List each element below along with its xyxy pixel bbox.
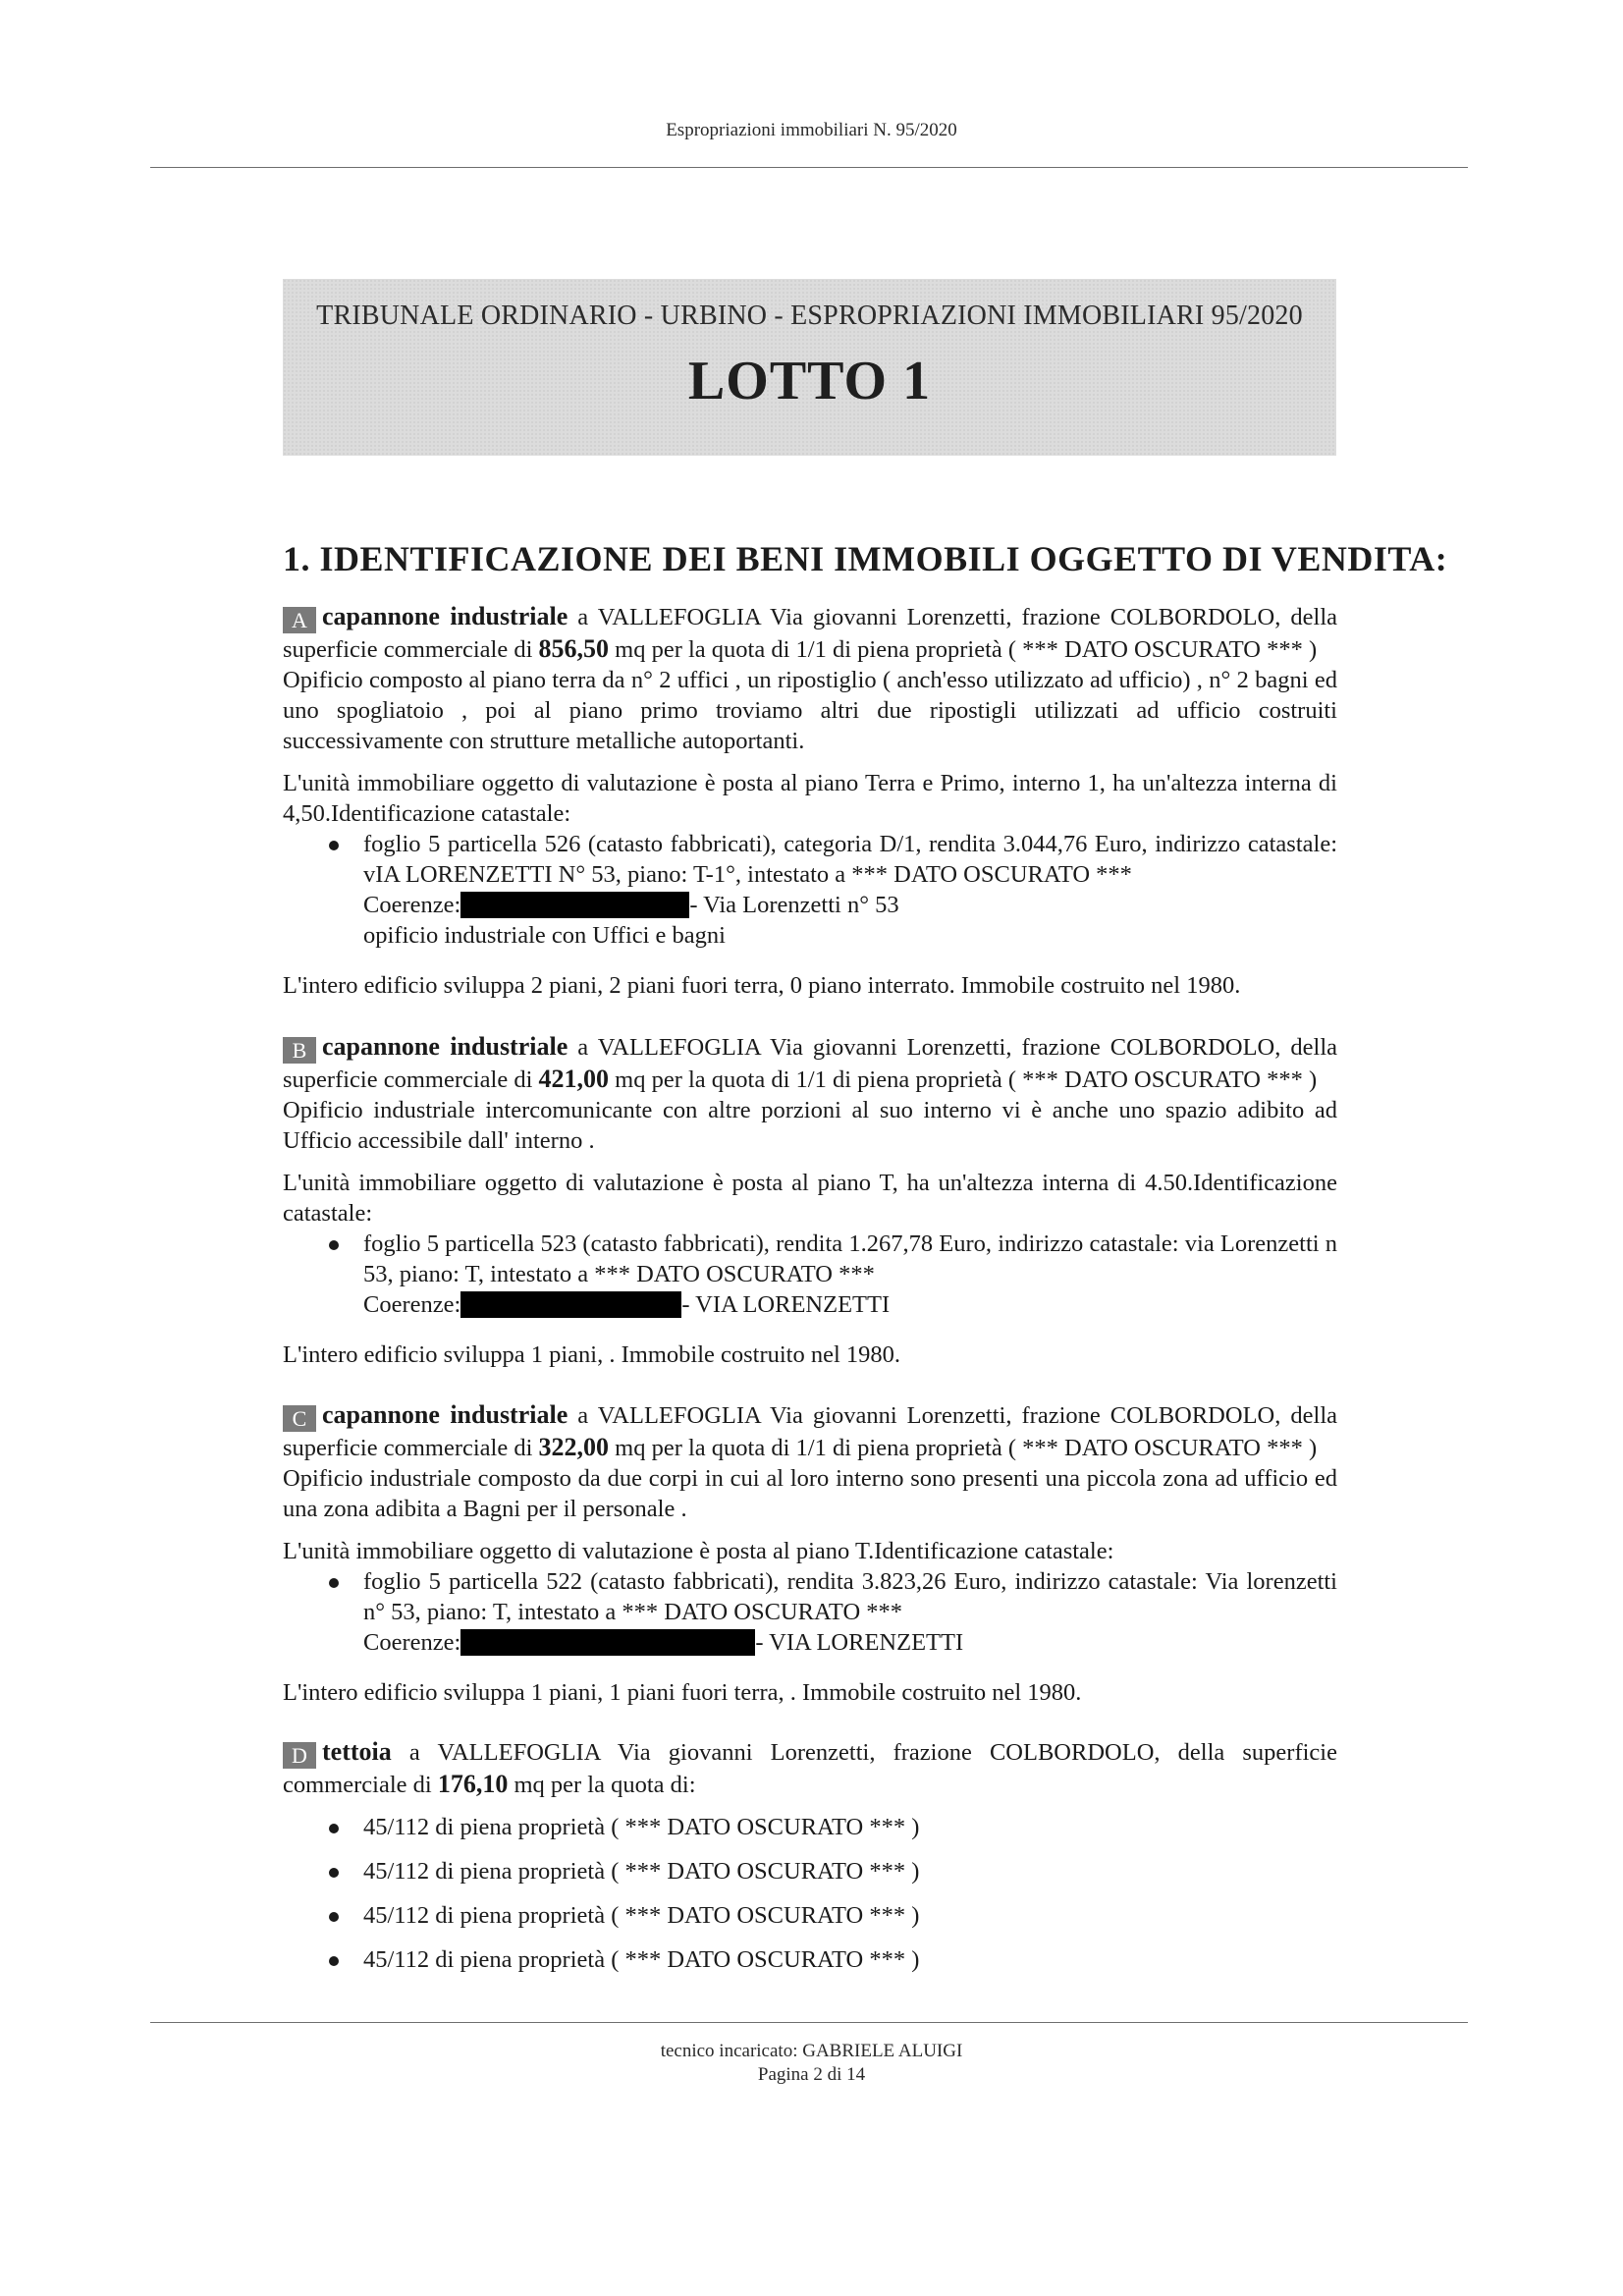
bullet-icon <box>329 1240 339 1250</box>
item-description: Opificio industriale composto da due corpi in cui al loro interno sono presenti una piccola zona ad ufficio ed una zona adibita a Bagni per il personale . <box>283 1465 1337 1522</box>
item-description: Opificio composto al piano terra da n° 2 uffici , un ripostiglio ( anch'esso utilizzato ad ufficio) , n° 2 bagni ed uno spogliatoio , poi al piano primo troviamo altri due ripostigli utilizzati ad ufficio costruiti successivamente con strutture metalliche autoportanti. <box>283 667 1337 754</box>
coerenze-label: Coerenze: <box>363 1291 461 1318</box>
footer-technician: tecnico incaricato: GABRIELE ALUIGI <box>660 2041 963 2061</box>
property-type: capannone industriale <box>322 1032 568 1061</box>
bullet-icon <box>329 1824 339 1833</box>
quota-entry: 45/112 di piena proprietà ( *** DATO OSCURATO *** ) <box>283 1900 1337 1931</box>
coerenze-label: Coerenze: <box>363 1629 461 1656</box>
section-heading: 1. IDENTIFICAZIONE DEI BENI IMMOBILI OGGETTO DI VENDITA: <box>283 539 1448 578</box>
item-intro <box>283 1399 1337 1463</box>
unit-info: L'unità immobiliare oggetto di valutazione è posta al piano T, ha un'altezza interna di 4.50.Identificazione catastale: <box>283 1170 1337 1227</box>
footer-rule <box>150 2022 1468 2023</box>
property-item-b <box>283 1031 1337 1370</box>
running-header: Espropriazioni immobiliari N. 95/2020 <box>666 120 957 140</box>
redaction-bar <box>460 892 689 918</box>
location-text: a VALLEFOGLIA Via giovanni Lorenzetti, frazione COLBORDOLO, della superficie commerciale di <box>283 604 1337 663</box>
bullet-icon <box>329 1956 339 1966</box>
ownership-text: mq per la quota di 1/1 di piena proprietà ( *** DATO OSCURATO *** ) <box>609 1435 1318 1461</box>
building-info: L'intero edificio sviluppa 1 piani, . Immobile costruito nel 1980. <box>283 1341 901 1368</box>
redaction-bar <box>460 1629 755 1656</box>
commercial-area: 421,00 <box>538 1065 610 1093</box>
lot-title: LOTTO 1 <box>687 351 932 411</box>
item-intro <box>283 1031 1337 1095</box>
coerenze-value: - VIA LORENZETTI <box>681 1291 891 1318</box>
location-text: a VALLEFOGLIA Via giovanni Lorenzetti, frazione COLBORDOLO, della superficie commerciale di <box>283 1402 1337 1461</box>
title-box <box>283 279 1336 456</box>
cadastral-list <box>283 829 1337 890</box>
bullet-icon <box>329 1912 339 1922</box>
property-type: capannone industriale <box>322 1400 568 1429</box>
cadastral-list <box>283 1229 1337 1289</box>
item-intro <box>283 601 1337 665</box>
property-item-a <box>283 601 1337 1001</box>
cadastral-entry: foglio 5 particella 526 (catasto fabbricati), categoria D/1, rendita 3.044,76 Euro, indirizzo catastale: vIA LORENZETTI N° 53, piano: T-1°, intestato a *** DATO OSCURATO *** <box>283 829 1337 890</box>
cadastral-entry: foglio 5 particella 523 (catasto fabbricati), rendita 1.267,78 Euro, indirizzo catastale: via Lorenzetti n 53, piano: T, intestato a *** DATO OSCURATO *** <box>283 1229 1337 1289</box>
tribunal-title: TRIBUNALE ORDINARIO - URBINO - ESPROPRIAZIONI IMMOBILIARI 95/2020 <box>316 301 1303 331</box>
property-item-d <box>283 1736 1337 1989</box>
ownership-text: mq per la quota di: <box>508 1772 696 1798</box>
item-badge: C <box>283 1405 316 1432</box>
building-info: L'intero edificio sviluppa 2 piani, 2 piani fuori terra, 0 piano interrato. Immobile costruito nel 1980. <box>283 972 1241 999</box>
building-info: L'intero edificio sviluppa 1 piani, 1 piani fuori terra, . Immobile costruito nel 1980. <box>283 1679 1082 1706</box>
commercial-area: 176,10 <box>437 1770 509 1798</box>
item-badge: B <box>283 1037 316 1064</box>
quota-entry: 45/112 di piena proprietà ( *** DATO OSCURATO *** ) <box>283 1856 1337 1886</box>
item-intro <box>283 1736 1337 1800</box>
bullet-icon <box>329 841 339 850</box>
cadastral-entry: foglio 5 particella 522 (catasto fabbricati), rendita 3.823,26 Euro, indirizzo catastale: Via lorenzetti n° 53, piano: T, intestato a *** DATO OSCURATO *** <box>283 1566 1337 1627</box>
header-rule <box>150 167 1468 168</box>
redaction-bar <box>460 1291 681 1318</box>
location-text: a VALLEFOGLIA Via giovanni Lorenzetti, frazione COLBORDOLO, della superficie commerciale di <box>283 1739 1337 1798</box>
item-badge: D <box>283 1742 316 1769</box>
quota-list <box>283 1812 1337 1975</box>
commercial-area: 322,00 <box>538 1433 610 1461</box>
property-type: capannone industriale <box>322 602 568 630</box>
coerenze-note: opificio industriale con Uffici e bagni <box>363 922 726 949</box>
ownership-text: mq per la quota di 1/1 di piena proprietà ( *** DATO OSCURATO *** ) <box>609 636 1318 663</box>
ownership-text: mq per la quota di 1/1 di piena proprietà ( *** DATO OSCURATO *** ) <box>609 1066 1318 1093</box>
property-type: tettoia <box>322 1737 392 1766</box>
item-badge: A <box>283 607 316 633</box>
coerenze-label: Coerenze: <box>363 892 461 918</box>
quota-entry: 45/112 di piena proprietà ( *** DATO OSCURATO *** ) <box>283 1944 1337 1975</box>
cadastral-list <box>283 1566 1337 1627</box>
coerenze-value: - Via Lorenzetti n° 53 <box>689 892 899 918</box>
coerenze-value: - VIA LORENZETTI <box>755 1629 964 1656</box>
unit-info: L'unità immobiliare oggetto di valutazione è posta al piano Terra e Primo, interno 1, ha un'altezza interna di 4,50.Identificazione catastale: <box>283 770 1337 827</box>
coerenze-line <box>283 1289 1337 1320</box>
footer-page-number: Pagina 2 di 14 <box>757 2064 866 2085</box>
bullet-icon <box>329 1868 339 1878</box>
commercial-area: 856,50 <box>538 634 610 663</box>
unit-info: L'unità immobiliare oggetto di valutazione è posta al piano T.Identificazione catastale: <box>283 1538 1114 1564</box>
location-text: a VALLEFOGLIA Via giovanni Lorenzetti, frazione COLBORDOLO, della superficie commerciale di <box>283 1034 1337 1093</box>
bullet-icon <box>329 1578 339 1588</box>
coerenze-line <box>283 1627 1337 1658</box>
quota-entry: 45/112 di piena proprietà ( *** DATO OSCURATO *** ) <box>283 1812 1337 1842</box>
property-item-c <box>283 1399 1337 1708</box>
coerenze-line <box>283 890 1337 920</box>
item-description: Opificio industriale intercomunicante con altre porzioni al suo interno vi è anche uno spazio adibito ad Ufficio accessibile dall' interno . <box>283 1097 1337 1154</box>
